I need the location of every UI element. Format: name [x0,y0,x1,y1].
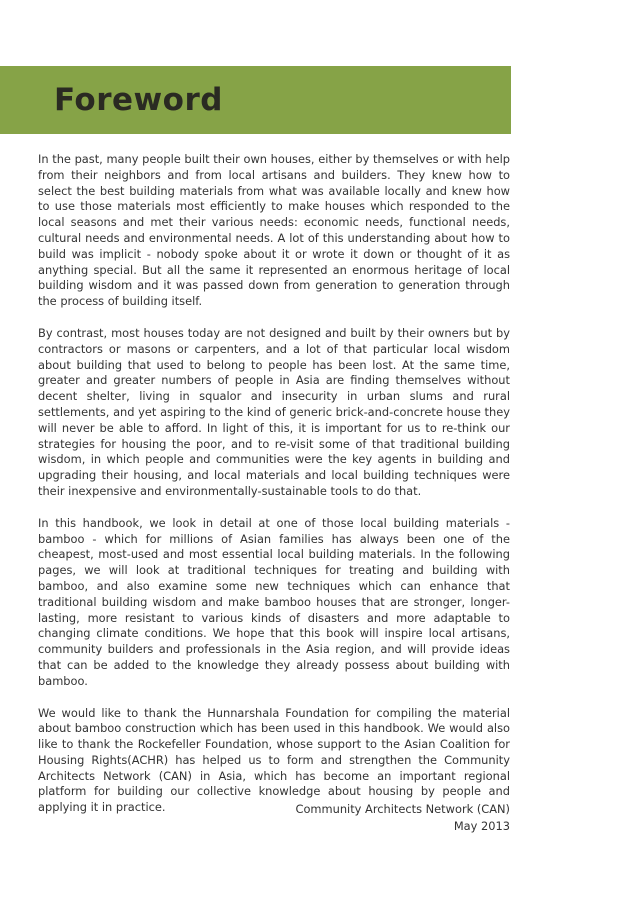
title-banner [0,66,511,134]
foreword-body [38,152,510,832]
paragraph: In the past, many people built their own houses, either by themselves or with help from their neighbors and from local artisans and builders. They knew how to select the best building materials from what was available locally and knew how to use those materials most efficiently to make houses which responded to the local seasons and met their various needs: economic needs, functional needs, cultural needs and environmental needs. A lot of this understanding about how to build was implicit - nobody spoke about it or wrote it down or thought of it as anything special. But all the same it represented an enormous heritage of local building wisdom and it was passed down from generation to generation through the process of building itself. [38,152,510,309]
signature-organization: Community Architects Network (CAN) [295,802,510,816]
paragraph: In this handbook, we look in detail at one of those local building materials - bamboo - which for millions of Asian families has always been one of the cheapest, most-used and most essential local building materials. In the following pages, we will look at traditional techniques for treating and building with bamboo, and also examine some new techniques which can enhance that traditional building wisdom and make bamboo houses that are stronger, longer-lasting, more resistant to various kinds of disasters and more adaptable to changing climate conditions. We hope that this book will inspire local artisans, community builders and professionals in the Asia region, and will provide ideas that can be added to the knowledge they already possess about building with bamboo. [38,515,510,688]
paragraph: By contrast, most houses today are not designed and built by their owners but by contractors or masons or carpenters, and a lot of that particular local wisdom about building that used to belong to people has been lost. At the same time, greater and greater numbers of people in Asia are finding themselves without decent shelter, living in squalor and insecurity in urban slums and rural settlements, and yet aspiring to the kind of generic brick-and-concrete house they will never be able to afford. In light of this, it is important for us to re-think our strategies for housing the poor, and to re-visit some of that traditional building wisdom, in which people and communities were the key agents in building and upgrading their housing, and local materials and local building techniques were their inexpensive and environmentally-sustainable tools to do that. [38,325,510,498]
signature-block [295,801,510,835]
paragraph: We would like to thank the Hunnarshala Foundation for compiling the material about bamboo construction which has been used in this handbook. We would also like to thank the Rockefeller Foundation, whose support to the Asian Coalition for Housing Rights(ACHR) has helped us to form and strengthen the Community Architects Network (CAN) in Asia, which has become an important regional platform for building our collective knowledge about housing by people and applying it in practice. [38,705,510,815]
page-title: Foreword [54,82,223,118]
signature-date: May 2013 [453,819,510,833]
